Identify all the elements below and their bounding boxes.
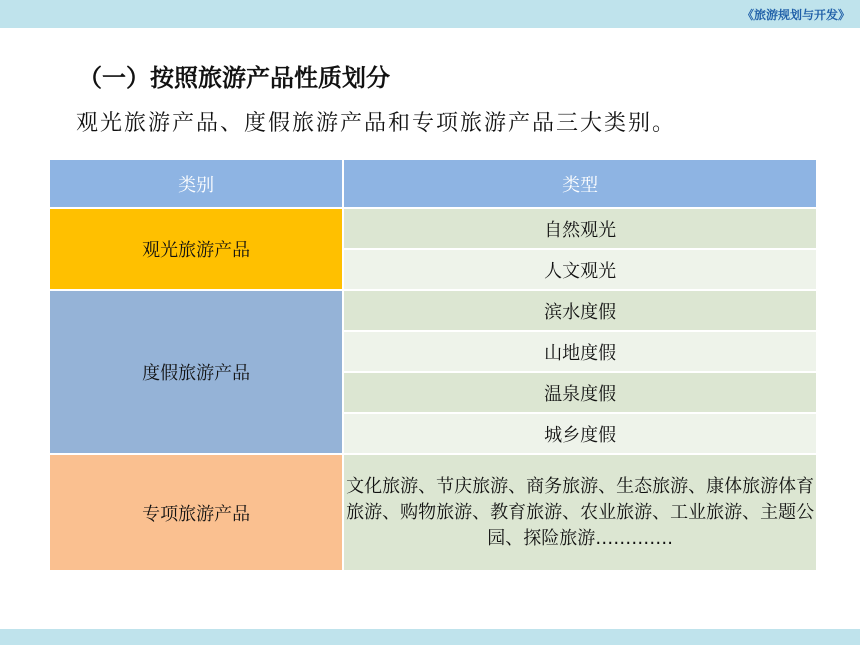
type-cell: 滨水度假: [344, 291, 818, 332]
table-header-row: [50, 160, 818, 209]
section-heading: （一）按照旅游产品性质划分: [78, 64, 390, 92]
type-cell: 城乡度假: [344, 414, 818, 455]
table-row: [50, 455, 818, 572]
type-cell: 温泉度假: [344, 373, 818, 414]
column-header-category: 类别: [50, 160, 344, 209]
footer-bar: [0, 629, 860, 645]
type-cell: 人文观光: [344, 250, 818, 291]
category-cell-special: 专项旅游产品: [50, 455, 344, 572]
category-cell-vacation: 度假旅游产品: [50, 291, 344, 455]
type-cell: 自然观光: [344, 209, 818, 250]
column-header-type: 类型: [344, 160, 818, 209]
course-title: 《旅游规划与开发》: [741, 8, 850, 22]
product-classification-table: [50, 160, 818, 572]
section-description: 观光旅游产品、度假旅游产品和专项旅游产品三大类别。: [76, 111, 677, 136]
category-cell-sightseeing: 观光旅游产品: [50, 209, 344, 291]
table-row: [50, 209, 818, 250]
header-bar: [0, 0, 860, 28]
type-cell: 山地度假: [344, 332, 818, 373]
type-cell-special: 文化旅游、节庆旅游、商务旅游、生态旅游、康体旅游体育旅游、购物旅游、教育旅游、农业旅游、工业旅游、主题公园、探险旅游………….: [344, 455, 818, 572]
table-row: [50, 291, 818, 332]
